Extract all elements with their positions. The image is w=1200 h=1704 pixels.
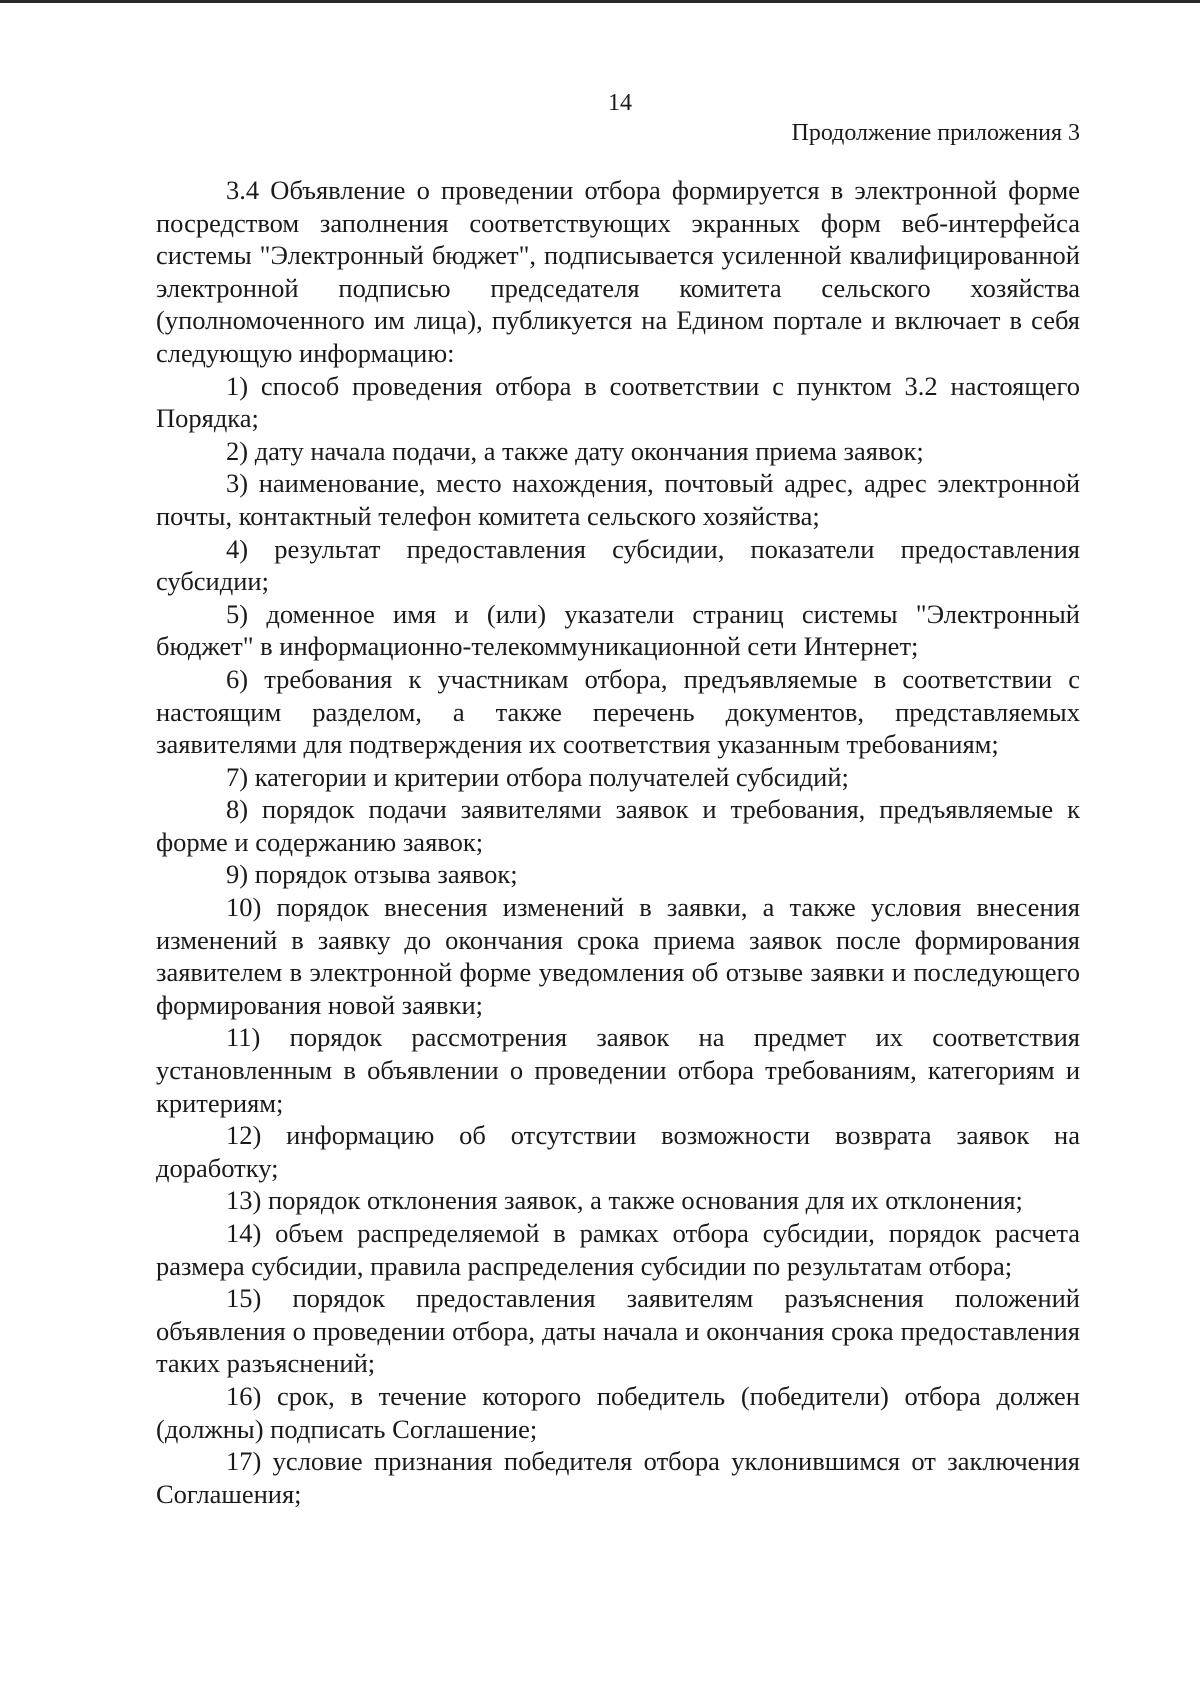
appendix-continuation-note: Продолжение приложения 3 — [791, 120, 1080, 146]
scan-top-edge — [0, 0, 1200, 3]
document-body — [156, 174, 1080, 1510]
list-item-5: 5) доменное имя и (или) указатели страниц системы "Электронный бюджет" в информационно-телекоммуникационной сети Интернет; — [156, 598, 1080, 662]
list-item-2: 2) дату начала подачи, а также дату окончания приема заявок; — [226, 435, 924, 466]
list-item-14: 14) объем распределяемой в рамках отбора субсидии, порядок расчета размера субсидии, правила распределения субсидии по результатам отбора; — [156, 1218, 1080, 1281]
list-item-13: 13) порядок отклонения заявок, а также основания для их отклонения; — [226, 1185, 1023, 1216]
list-item-17: 17) условие признания победителя отбора уклонившимся от заключения Соглашения; — [156, 1446, 1080, 1509]
list-item-6: 6) требования к участникам отбора, предъявляемые в соответствии с настоящим разделом, а также перечень документов, представляемых заявителями для подтверждения их соответствия указанным требованиям; — [156, 663, 1080, 760]
list-item-11: 11) порядок рассмотрения заявок на предмет их соответствия установленным в объявлении о проведении отбора требованиям, категориям и критериям; — [156, 1022, 1080, 1118]
list-item-1: 1) способ проведения отбора в соответствии с пунктом 3.2 настоящего Порядка; — [156, 370, 1080, 434]
paragraph-intro: 3.4 Объявление о проведении отбора формируется в электронной форме посредством заполнения соответствующих экранных форм веб-интерфейса системы "Электронный бюджет", подписывается усиленной квалифицированной электронной подписью председателя комитета сельского хозяйства (уполномоченного им лица), публикуется на Едином портале и включает в себя следующую информацию: — [156, 175, 1080, 368]
list-item-4: 4) результат предоставления субсидии, показатели предоставления субсидии; — [156, 533, 1080, 597]
list-item-9: 9) порядок отзыва заявок; — [226, 859, 518, 890]
list-item-3: 3) наименование, место нахождения, почтовый адрес, адрес электронной почты, контактный телефон комитета сельского хозяйства; — [156, 468, 1080, 531]
list-item-15: 15) порядок предоставления заявителям разъяснения положений объявления о проведении отбора, даты начала и окончания срока предоставления таких разъяснений; — [156, 1283, 1080, 1379]
list-item-12: 12) информацию об отсутствии возможности возврата заявок на доработку; — [156, 1120, 1080, 1183]
list-item-16: 16) срок, в течение которого победитель (победители) отбора должен (должны) подписать Соглашение; — [156, 1380, 1080, 1444]
list-item-8: 8) порядок подачи заявителями заявок и требования, предъявляемые к форме и содержанию заявок; — [156, 794, 1080, 857]
list-item-7: 7) категории и критерии отбора получателей субсидий; — [226, 761, 849, 792]
page-number: 14 — [608, 90, 632, 116]
list-item-10: 10) порядок внесения изменений в заявки, а также условия внесения изменений в заявку до окончания срока приема заявок после формирования заявителем в электронной форме уведомления об отзыве заявки и последующего формирования новой заявки; — [156, 892, 1080, 1020]
